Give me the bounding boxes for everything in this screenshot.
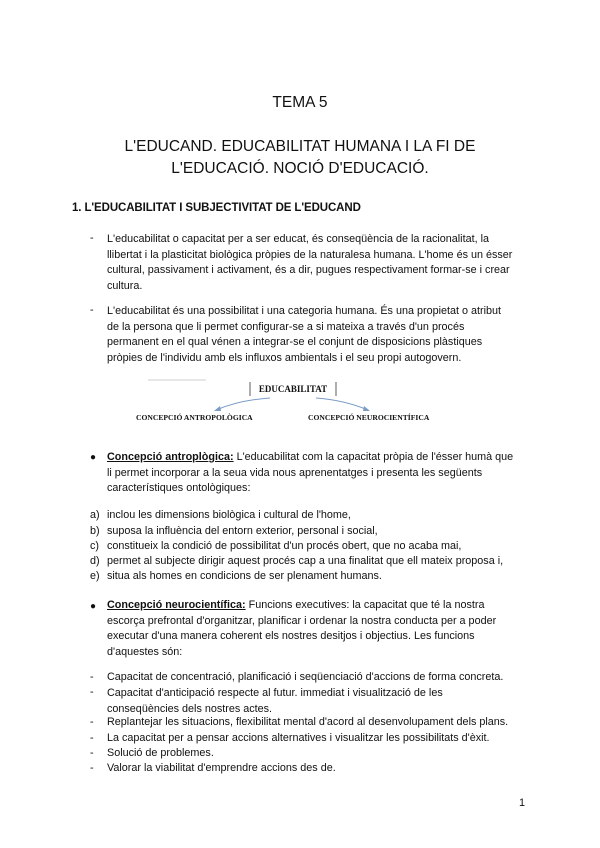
doc-subtitle [0,136,600,180]
doc-subtitle-line1: L'EDUCAND. EDUCABILITAT HUMANA I LA FI DE [124,138,476,155]
dash-marker: - [90,686,94,698]
list-item: suposa la influència del entorn exterior, personal i social, [107,525,378,537]
para-line: pròpies de l'individu amb els influxos ambientals i el seu propi autogovern. [107,351,462,364]
doc-title: TEMA 5 [272,94,328,111]
doc-subtitle-line2: L'EDUCACIÓ. NOCIÓ D'EDUCACIÓ. [171,160,429,177]
neuro-label: Concepció neurocientífica: [107,599,246,611]
list-item: constitueix la condició de possibilitat d'un procés obert, que no acaba mai, [107,540,462,552]
dash-marker: - [90,304,94,316]
para-line: cultura. [107,279,143,292]
dash-marker: - [90,732,94,744]
antro-label: Concepció antroplògica: [107,451,234,463]
bullet-icon: ● [90,452,97,463]
antro-paragraph [107,450,527,497]
list-item: Solució de problemes. [107,747,214,759]
neuro-paragraph [107,598,527,660]
antro-text: L'educabilitat com la capacitat pròpia de l'ésser humà que [233,451,514,463]
list-item: inclou les dimensions biològica i cultural de l'home, [107,509,351,521]
para-line: d'aquestes són: [107,645,183,658]
list-item: Replantejar les situacions, flexibilitat mental d'acord al desenvolupament dels plans. [107,716,509,728]
dash-marker: - [90,762,94,774]
diagram-right-label: CONCEPCIÓ NEUROCIENTÍFICA [308,413,430,422]
list-marker: d) [90,555,100,567]
list-marker: a) [90,509,100,521]
list-item: situa als homes en condicions de ser plenament humans. [107,570,382,582]
para-line: L'educabilitat o capacitat per a ser educat, és conseqüència de la racionalitat, la [107,233,489,245]
para-line: permanent en el qual vénen a integrar-se el conjunt de disposicions plàstiques [107,336,483,349]
bullet-icon: ● [90,601,97,612]
list-marker: b) [90,525,100,537]
list-item: Valorar la viabilitat d'emprendre accions des de. [107,762,336,774]
section-heading: 1. L'EDUCABILITAT I SUBJECTIVITAT DE L'EDUCAND [72,202,361,214]
dash-marker: - [90,716,94,728]
diagram-left-label: CONCEPCIÓ ANTROPOLÒGICA [136,413,253,422]
diagram-arrowhead-left [214,406,221,411]
list-line: conseqüències dels nostres actes. [107,702,273,715]
para-line: llibertat i la plasticitat biològica pròpies de la naturalesa humana. L'home és un ésser [107,248,513,261]
para-line: L'educabilitat és una possibilitat i una categoria humana. És una propietat o atribut [107,305,502,317]
list-item: Capacitat de concentració, planificació i seqüenciació d'accions de forma concreta. [107,671,504,683]
page-number: 1 [518,797,525,809]
intro-paragraph-1 [107,232,527,294]
list-line: Capacitat d'anticipació respecte al futur. immediat i visualització de les [107,687,443,699]
intro-paragraph-2 [107,304,527,366]
list-marker: c) [90,540,99,552]
dash-marker: - [90,747,94,759]
diagram-center-label: EDUCABILITAT [258,384,328,394]
list-item [107,686,443,717]
diagram-arrowhead-right [363,406,370,411]
para-line: escorça prefrontal d'organitzar, planificar i ordenar la nostra conducta per a poder [107,614,497,627]
para-line [107,450,527,466]
list-marker: e) [90,570,100,582]
para-line: executar d'una manera coherent els nostres desitjos i objectius. Les funcions [107,630,475,643]
dash-marker: - [90,232,94,244]
neuro-text: Funcions executives: la capacitat que té la nostra [245,599,485,611]
list-item: permet al subjecte dirigir aquest procés cap a una finalitat que ell mateix proposa i, [107,555,504,567]
educabilitat-diagram [130,378,480,432]
para-line: de la persona que li permet configurar-se a si mateixa a través d'un procés [107,320,465,333]
dash-marker: - [90,671,94,683]
diagram-arrow-right [316,398,368,410]
para-line: li permet incorporar a la seua vida nous aprenentatges i presenta les següents [107,466,483,479]
list-item: La capacitat per a pensar accions alternatives i visualitzar les possibilitats d'èxit. [107,732,490,744]
diagram-arrow-left [216,398,270,410]
para-line: característiques ontològiques: [107,482,251,495]
para-line [107,598,527,614]
para-line: cultural, passivament i activament, és a dir, pugues respectivament formar-se i crear [107,264,510,277]
